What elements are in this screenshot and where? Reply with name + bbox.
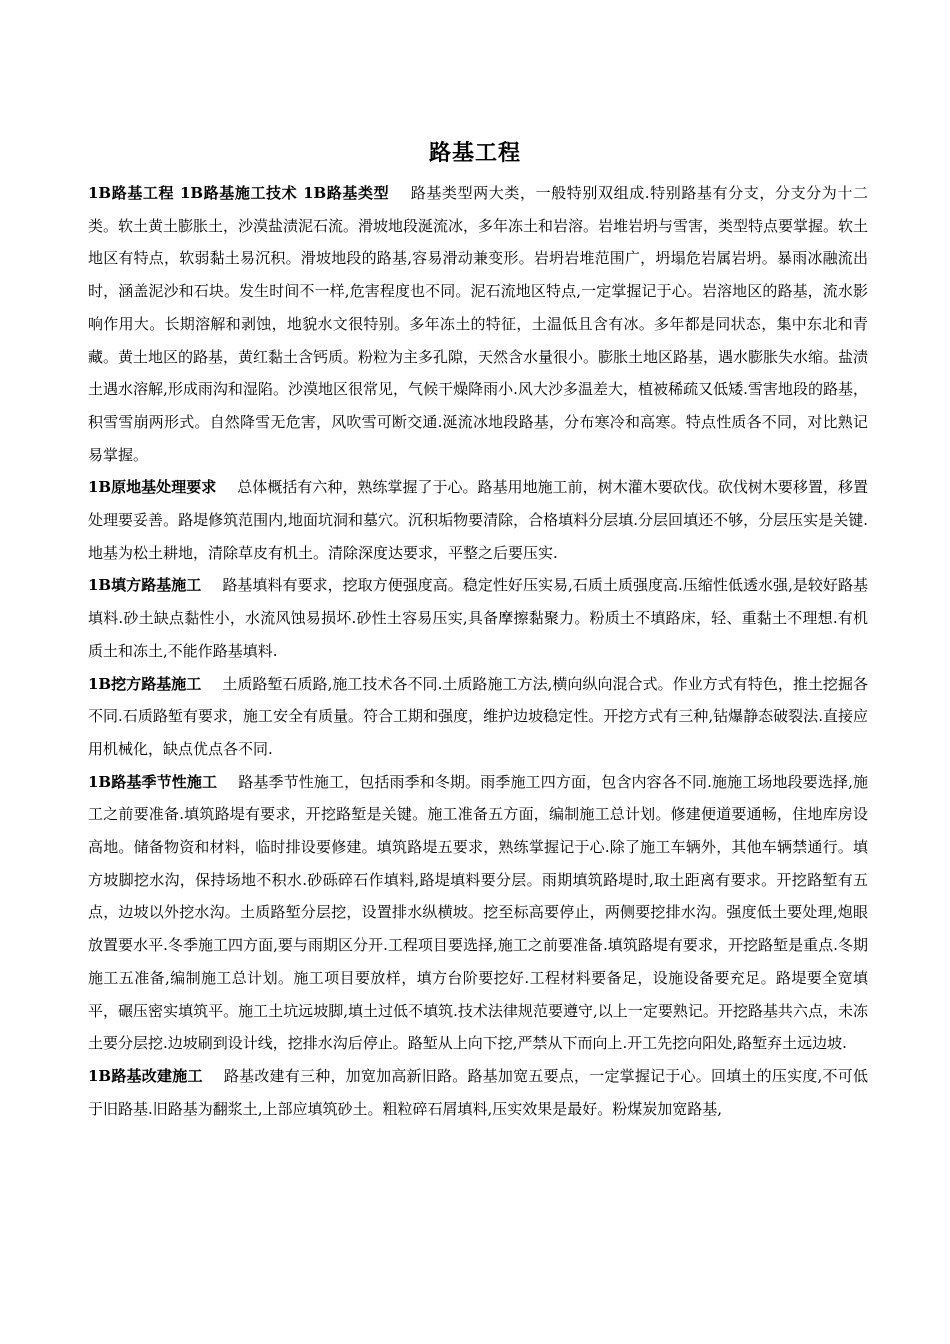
section-heading: 1B路基工程 1B路基施工技术 1B路基类型 (88, 184, 390, 202)
section-foundation-treatment (88, 471, 868, 569)
section-text: 总体概括有六种，熟练掌握了于心。路基用地施工前，树木灌木要砍伐。砍伐树木要移置，移置处理要妥善。路堤修筑范围内,地面坑洞和墓穴。沉积垢物要清除，合格填料分层填.分层回填还不够，分层压实是关键.地基为松土耕地，清除草皮有机土。清除深度达要求，平整之后要压实. (88, 478, 868, 562)
section-text: 土质路堑石质路,施工技术各不同.土质路施工方法,横向纵向混合式。作业方式有特色，推土挖掘各不同.石质路堑有要求，施工安全有质量。符合工期和强度，维护边坡稳定性。开挖方式有三种,钻爆静态破裂法.直接应用机械化，缺点优点各不同. (88, 674, 868, 758)
section-heading: 1B路基季节性施工 (88, 772, 218, 791)
section-text: 路基类型两大类，一般特别双组成.特别路基有分支，分支分为十二类。软土黄土膨胀土，沙漠盐渍泥石流。滑坡地段涎流冰，多年冻土和岩溶。岩堆岩坍与雪害，类型特点要掌握。软土地区有特点，软弱黏土易沉积。滑坡地段的路基,容易滑动兼变形。岩坍岩堆范围广，坍塌危岩属岩坍。暴雨冰融流出时，涵盖泥沙和石块。发生时间不一样,危害程度也不同。泥石流地区特点,一定掌握记于心。岩溶地区的路基，流水影响作用大。长期溶解和剥蚀，地貌水文很特别。多年冻土的特征，土温低且含有冰。多年都是同状态，集中东北和青藏。黄土地区的路基，黄红黏土含钙质。粉粒为主多孔隙，天然含水量很小。膨胀土地区路基，遇水膨胀失水缩。盐渍土遇水溶解,形成雨沟和湿陷。沙漠地区很常见，气候干燥降雨小.风大沙多温差大，植被稀疏又低矮.雪害地段的路基，积雪雪崩两形式。自然降雪无危害，风吹雪可断交通.涎流冰地段路基，分布寒冷和高寒。特点性质各不同，对比熟记易掌握。 (88, 184, 869, 464)
document-body (88, 177, 868, 1125)
section-seasonal-construction (88, 766, 868, 1060)
section-heading: 1B挖方路基施工 (88, 674, 202, 693)
section-reconstruction (88, 1060, 868, 1125)
section-text: 路基季节性施工，包括雨季和冬期。雨季施工四方面，包含内容各不同.施施工场地段要选择,施工之前要准备.填筑路堤有要求，开挖路堑是关键。施工准备五方面，编制施工总计划。修建便道要通畅，住地库房设高地。储备物资和材料，临时排设要修建。填筑路堤五要求，熟练掌握记于心.除了施工车辆外，其他车辆禁通行。填方坡脚挖水沟，保持场地不积水.砂砾碎石作填料,路堤填料要分层。雨期填筑路堤时,取土距离有要求。开挖路堑有五点，边坡以外挖水沟。土质路堑分层挖，设置排水纵横坡。挖至标高要停止，两侧要挖排水沟。强度低土要处理,炮眼放置要水平.冬季施工四方面,要与雨期区分开.工程项目要选择,施工之前要准备.填筑路堤有要求，开挖路堑是重点.冬期施工五准备,编制施工总计划。施工项目要放样，填方台阶要挖好.工程材料要备足，设施设备要充足。路堤要全宽填平，碾压密实填筑平。施工土坑远坡脚,填土过低不填筑.技术法律规范要遵守,以上一定要熟记。开挖路基共六点，未冻土要分层挖.边坡刷到设计线，挖排水沟后停止。路堑从上向下挖,严禁从下而向上.开工先挖向阳处,路堑弃土远边坡. (88, 772, 868, 1053)
page-title: 路基工程 (428, 140, 521, 166)
section-text: 路基填料有要求，挖取方便强度高。稳定性好压实易,石质土质强度高.压缩性低透水强,是较好路基填料.砂土缺点黏性小，水流风蚀易损坏.砂性土容易压实,具备摩擦黏聚力。粉质土不填路床，轻、重黏土不理想.有机质土和冻土,不能作路基填料. (88, 576, 868, 660)
section-road-types (88, 177, 868, 471)
section-text: 路基改建有三种，加宽加高新旧路。路基加宽五要点，一定掌握记于心。回填土的压实度,不可低于旧路基.旧路基为翻浆土,上部应填筑砂土。粗粒碎石屑填料,压实效果是最好。粉煤炭加宽路基, (88, 1066, 868, 1118)
section-heading: 1B填方路基施工 (88, 576, 202, 595)
section-cut-construction (88, 668, 868, 766)
section-heading: 1B原地基处理要求 (88, 478, 217, 497)
section-heading: 1B路基改建施工 (88, 1066, 203, 1085)
section-fill-construction (88, 569, 868, 667)
